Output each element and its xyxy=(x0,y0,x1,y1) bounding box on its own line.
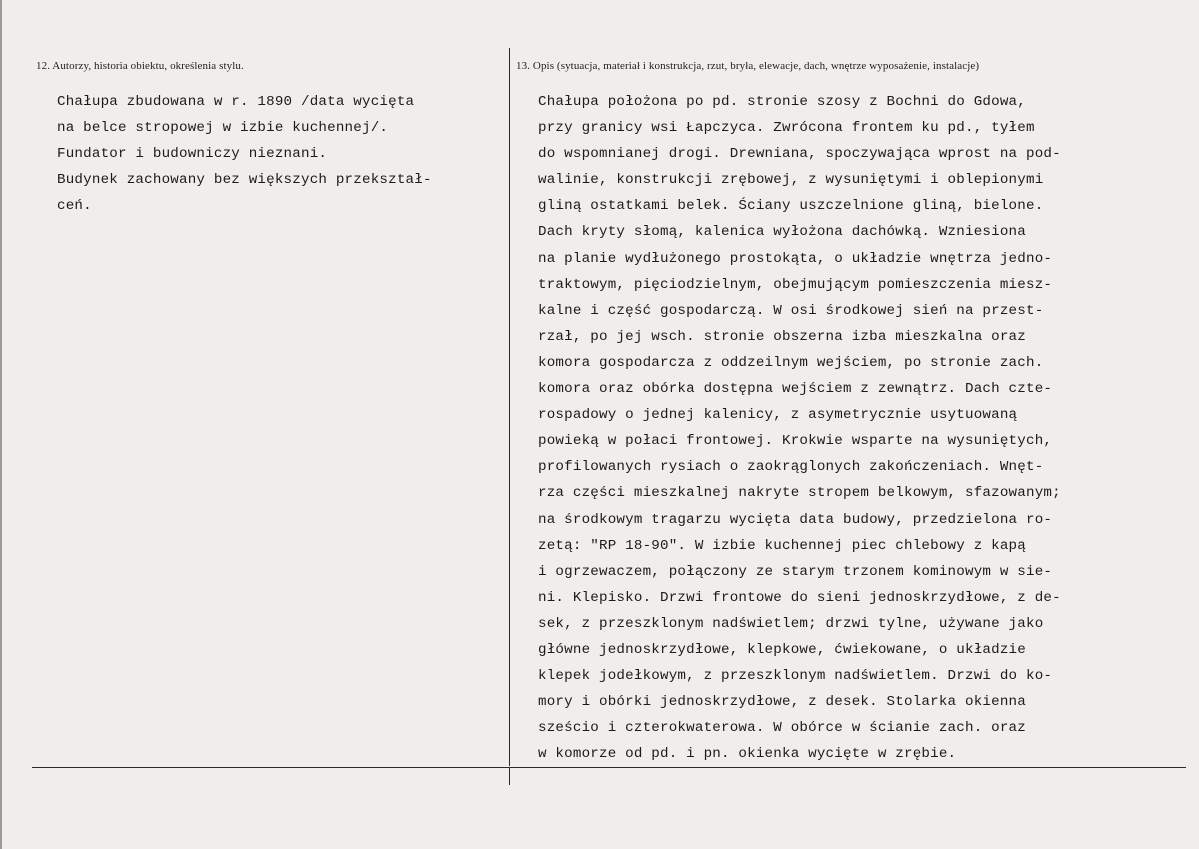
body-line: Budynek zachowany bez większych przekształ- xyxy=(57,172,432,189)
section-12-body xyxy=(57,89,432,219)
body-line: rospadowy o jednej kalenicy, z asymetrycznie usytuowaną xyxy=(538,407,1018,424)
body-line: ni. Klepisko. Drzwi frontowe do sieni jednoskrzydłowe, z de- xyxy=(538,589,1061,606)
section-12-header: 12. Autorzy, historia obiektu, określenia stylu. xyxy=(36,60,244,72)
body-line: powieką w połaci frontowej. Krokwie wsparte na wysuniętych, xyxy=(538,433,1053,450)
body-line: gliną ostatkami belek. Ściany uszczelnione gliną, bielone. xyxy=(538,198,1044,215)
body-line: sek, z przeszklonym nadświetlem; drzwi tylne, używane jako xyxy=(538,615,1044,632)
body-line: Chałupa położona po pd. stronie szosy z Bochni do Gdowa, xyxy=(538,94,1026,110)
body-line: Dach kryty słomą, kalenica wyłożona dachówką. Wzniesiona xyxy=(538,224,1026,241)
body-line: ceń. xyxy=(57,198,92,215)
body-line: na środkowym tragarzu wycięta data budowy, przedzielona ro- xyxy=(538,511,1053,528)
body-line: kalne i część gospodarczą. W osi środkowej sień na przest- xyxy=(538,302,1044,319)
body-line: komora oraz obórka dostępna wejściem z zewnątrz. Dach czte- xyxy=(538,381,1053,398)
body-line: Fundator i budowniczy nieznani. xyxy=(57,146,328,163)
body-line: do wspomnianej drogi. Drewniana, spoczywająca wprost na pod- xyxy=(538,146,1061,163)
body-line: przy granicy wsi Łapczyca. Zwrócona frontem ku pd., tyłem xyxy=(538,120,1035,137)
body-line: na belce stropowej w izbie kuchennej/. xyxy=(57,120,389,137)
body-line: rzał, po jej wsch. stronie obszerna izba mieszkalna oraz xyxy=(538,328,1026,345)
body-line: traktowym, pięciodzielnym, obejmującym pomieszczenia miesz- xyxy=(538,276,1053,293)
body-line: zetą: "RP 18-90". W izbie kuchennej piec chlebowy z kapą xyxy=(538,537,1026,554)
body-line: profilowanych rysiach o zaokrąglonych zakończeniach. Wnęt- xyxy=(538,459,1044,476)
body-line: mory i obórki jednoskrzydłowe, z desek. Stolarka okienna xyxy=(538,694,1026,711)
body-line: klepek jodełkowym, z przeszklonym nadświetlem. Drzwi do ko- xyxy=(538,668,1053,685)
body-line: główne jednoskrzydłowe, klepkowe, ćwiekowane, o układzie xyxy=(538,641,1026,658)
body-line: rza części mieszkalnej nakryte stropem belkowym, sfazowanym; xyxy=(538,485,1061,502)
body-line: walinie, konstrukcji zrębowej, z wysuniętymi i oblepionymi xyxy=(538,172,1044,189)
body-line: sześcio i czterokwaterowa. W obórce w ścianie zach. oraz xyxy=(538,720,1026,737)
column-divider-tick xyxy=(509,767,510,785)
column-divider xyxy=(509,48,510,766)
body-line: i ogrzewaczem, połączony ze starym trzonem kominowym w sie- xyxy=(538,563,1053,580)
body-line: w komorze od pd. i pn. okienka wycięte w zrębie. xyxy=(538,746,957,763)
body-line: komora gospodarcza z oddzeilnym wejściem, po stronie zach. xyxy=(538,354,1044,371)
body-line: Chałupa zbudowana w r. 1890 /data wycięta xyxy=(57,94,415,110)
section-13-header: 13. Opis (sytuacja, materiał i konstrukcja, rzut, bryła, elewacje, dach, wnętrze wyposażenie, instalacje) xyxy=(516,60,980,72)
body-line: na planie wydłużonego prostokąta, o układzie wnętrza jedno- xyxy=(538,250,1053,267)
section-13-body xyxy=(538,89,1061,767)
